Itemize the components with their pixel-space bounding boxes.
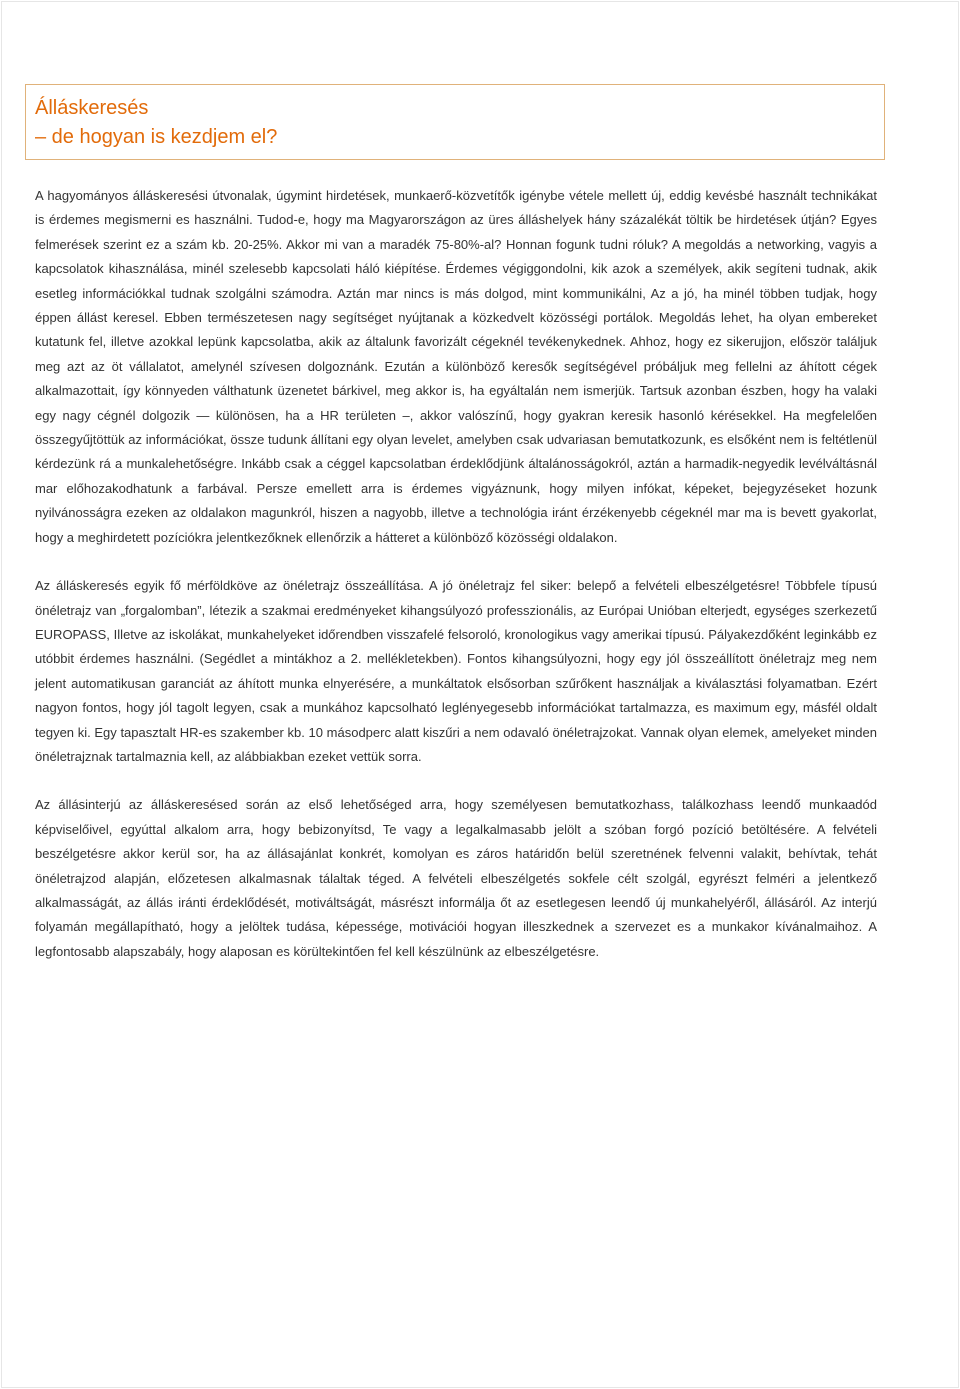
title-line-1: Álláskeresés xyxy=(35,97,149,119)
paragraph-interview: Az állásinterjú az álláskeresésed során az első lehetőséged arra, hogy személyesen bemutatkozhass, találkozhass leendő munkaadód képviselőivel, egyúttal alkalom arra, hogy bebizonyítsd, Te vagy a legalkalmasabb jelölt a szóban forgó pozíció betöltésére. A felvételi beszélgetésre akkor kerül sor, ha az állásajánlat konkrét, komolyan es záros határidőn belül szeretnének felvenni valakit, behívtak, tehát önéletrajzod alapján, előzetesen alkalmasnak tálaltak téged. A felvételi elbeszélgetés sokfele célt szolgál, egyrészt felméri a jelentkező alkalmasságát, az állás iránti érdeklődését, motiváltságát, másrészt informálja őt az esetlegesen leendő új munkahelyéről, állásáról. Az interjú folyamán megállapítható, hogy a jelöltek tudása, képessége, motivációi hogyan illeszkednek a szervezet es a munkakor kívánalmaihoz. A legfontosabb alapszabály, hogy alaposan es körültekintően fel kell készülnünk az elbeszélgetésre. xyxy=(35,797,877,959)
document-body xyxy=(35,184,877,964)
paragraph-cv: Az álláskeresés egyik fő mérföldköve az önéletrajz összeállítása. A jó önéletrajz fel siker: belepő a felvételi elbeszélgetésre! Többfele típusú önéletrajz van „forgalomban”, létezik a szakmai eredményeket kihangsúlyozó professzionális, az Európai Unióban elterjedt, egységes szerkezetű EUROPASS, Illetve az iskolákat, munkahelyeket időrendben visszafelé felsoroló, kronologikus vagy amerikai típusú. Pályakezdőként leginkább ez utóbbit érdemes használni. (Segédlet a mintákhoz a 2. mellékletekben). Fontos kihangsúlyozni, hogy egy jól összeállított önéletrajz meg nem jelent automatikusan garanciát az áhított munka elnyerésére, a munkáltatok elsősorban szűrőkent használjak a kiválasztási folyamatban. Ezért nagyon fontos, hogy jól tagolt legyen, csak a munkához kapcsolható leglényegesebb információkat tartalmazza, es maximum egy, másfél oldalt tegyen ki. Egy tapasztalt HR-es szakember kb. 10 másodperc alatt kiszűri a nem odavaló önéletrajzokat. Vannak olyan elemek, amelyeket minden önéletrajznak tartalmaznia kell, az alábbiakban ezeket vettük sorra. xyxy=(35,578,877,764)
title-line-2: – de hogyan is kezdjem el? xyxy=(35,126,278,148)
paragraph-networking: A hagyományos álláskeresési útvonalak, úgymint hirdetések, munkaerő-közvetítők igénybe vétele mellett új, eddig kevésbé használt technikákat is érdemes megismerni es használni. Tudod-e, hogy ma Magyarországon az üres álláshelyek hány százalékát töltik be hirdetések útján? Egyes felmerések szerint ez a szám kb. 20-25%. Akkor mi van a maradék 75-80%-al? Honnan fogunk tudni róluk? A megoldás a networking, vagyis a kapcsolatok kihasználása, minél szelesebb kapcsolati háló kiépítése. Érdemes végiggondolni, kik azok a személyek, akik segíteni tudnak, akik esetleg információkkal tudnak szolgálni számodra. Aztán mar nincs is más dolgod, mint kommunikálni, Az a jó, ha minél többen tudjak, hogy éppen állást keresel. Ebben természetesen nagy segítséget nyújtanak a közkedvelt közösségi portálok. Megoldás lehet, ha olyan embereket kutatunk fel, illetve azokkal lepünk kapcsolatba, akik az általunk favorizált cégeknél tevékenykednek. Ahhoz, hogy ez sikerujjon, először találjuk meg azt az öt vállalatot, amelynél szívesen dolgoznánk. Ezután a különböző keresők segítségével próbáljuk meg fellelni az áhított cégek alkalmazottait, így könnyeden válthatunk üzenetet bárkivel, meg akkor is, ha egyáltalán nem ismerjük. Tartsuk azonban észben, hogy ha valaki egy nagy cégnél dolgozik — különösen, ha a HR területen –, akkor valószínű, hogy gyakran keresik hasonló kérésekkel. Ha megfelelően összegyűjtöttük az információkat, össze tudunk állítani egy olyan levelet, amelyben csak udvariasan bemutatkozunk, es elsőként nem is feltétlenül kérdezünk rá a munkalehetőségre. Inkább csak a céggel kapcsolatban érdeklődjünk általánosságokról, aztán a harmadik-negyedik levélváltásnál mar előhozakodhatunk a farbával. Persze emellett arra is érdemes vigyáznunk, hogy milyen infókat, képeket, bejegyzéseket hozunk nyilvánosságra ezeken az oldalakon magunkról, hiszen a nagyobb, illetve a technológia iránt érzékenyebb cégeknél mar ma is bevett gyakorlat, hogy a meghirdetett pozíciókra jelentkezőknek ellenőrzik a hátteret a különböző közösségi oldalakon. xyxy=(35,188,877,545)
title-box xyxy=(25,84,885,160)
